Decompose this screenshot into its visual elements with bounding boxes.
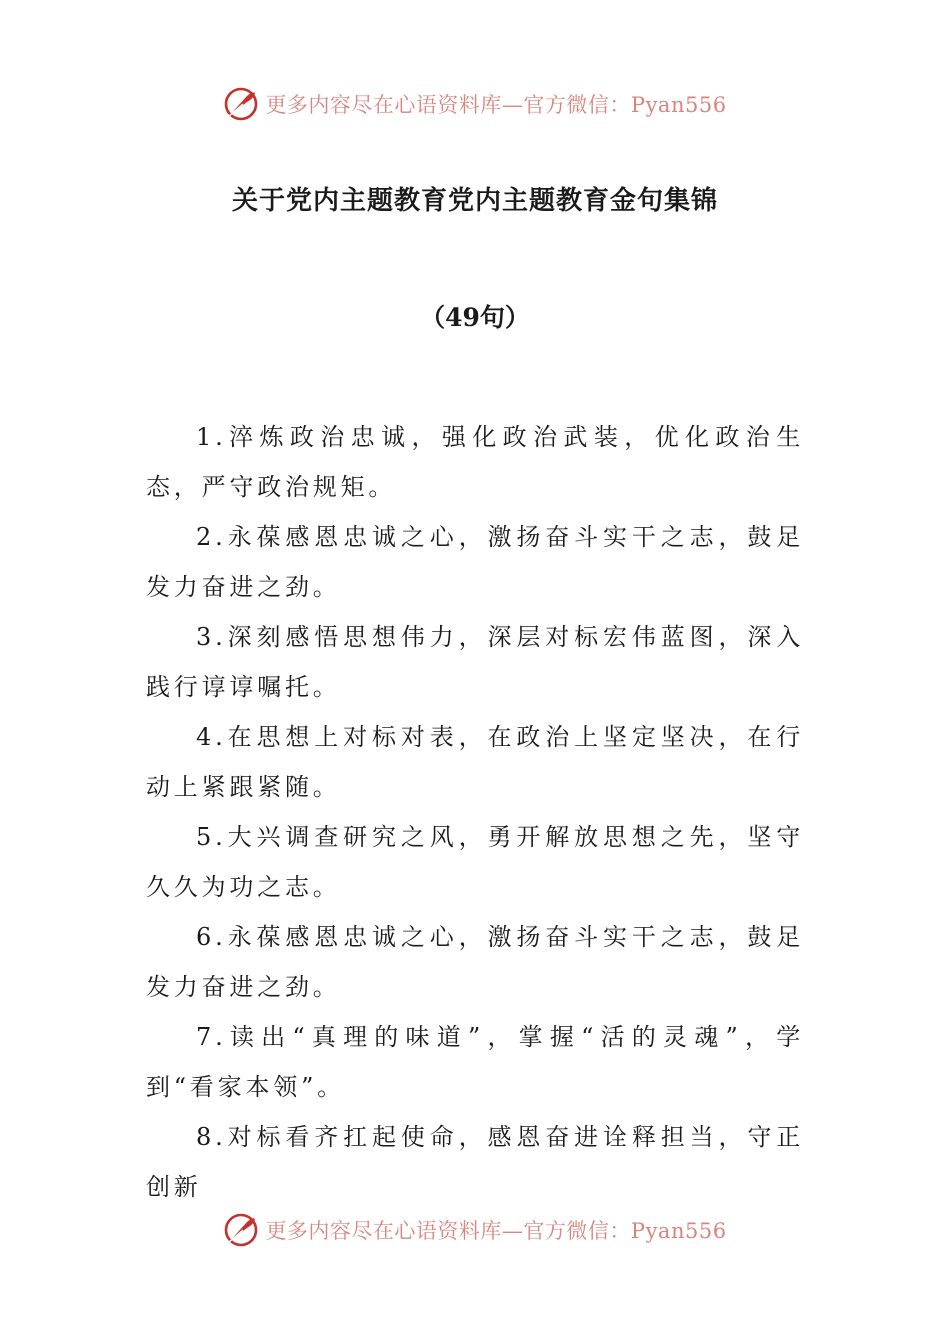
- list-item: 3.深刻感悟思想伟力，深层对标宏伟蓝图，深入践行谆谆嘱托。: [146, 623, 804, 701]
- watermark-text: 更多内容尽在心语资料库—官方微信：Pyan556: [265, 1219, 727, 1243]
- quote-list: [146, 412, 804, 1212]
- list-item: 2.永葆感恩忠诚之心，激扬奋斗实干之志，鼓足发力奋进之劲。: [146, 523, 804, 601]
- watermark-header: [0, 82, 950, 126]
- watermark-text: 更多内容尽在心语资料库—官方微信：Pyan556: [265, 93, 727, 117]
- list-item: 7.读出“真理的味道”，掌握“活的灵魂”，学到“看家本领”。: [146, 1023, 804, 1101]
- document-subtitle: （49句）: [420, 303, 530, 332]
- list-item: 4.在思想上对标对表，在政治上坚定坚决，在行动上紧跟紧随。: [146, 723, 804, 801]
- list-item: 6.永葆感恩忠诚之心，激扬奋斗实干之志，鼓足发力奋进之劲。: [146, 923, 804, 1001]
- list-item: 5.大兴调查研究之风，勇开解放思想之先，坚守久久为功之志。: [146, 823, 804, 901]
- feather-pen-circle-icon: [223, 86, 259, 122]
- list-item: 1.淬炼政治忠诚，强化政治武装，优化政治生态，严守政治规矩。: [146, 423, 804, 501]
- feather-pen-circle-icon: [223, 1212, 259, 1248]
- list-item: 8.对标看齐扛起使命，感恩奋进诠释担当，守正创新: [146, 1123, 804, 1201]
- document-title: 关于党内主题教育党内主题教育金句集锦: [231, 186, 718, 216]
- watermark-footer: [0, 1208, 950, 1252]
